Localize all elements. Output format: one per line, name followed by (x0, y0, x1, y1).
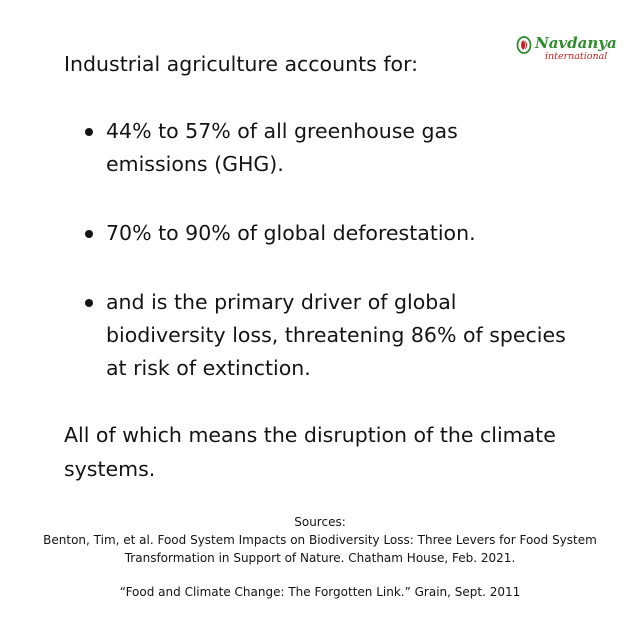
list-item-line: and is the primary driver of global (106, 290, 457, 314)
bullet-dot-icon (85, 128, 93, 136)
list-item-line: emissions (GHG). (106, 152, 284, 176)
statistics-list (82, 115, 566, 385)
list-item (82, 217, 566, 250)
navdanya-logo (515, 32, 615, 64)
list-item (82, 286, 566, 385)
citation-line: Benton, Tim, et al. Food System Impacts on Biodiversity Loss: Three Levers for Food System (43, 533, 597, 547)
bullet-dot-icon (85, 299, 93, 307)
citation-line: Transformation in Support of Nature. Chatham House, Feb. 2021. (124, 551, 516, 565)
bullet-dot-icon (85, 230, 93, 238)
list-item-line: 70% to 90% of global deforestation. (106, 221, 476, 245)
logo-subtitle: international (545, 51, 608, 62)
intro-heading: Industrial agriculture accounts for: (64, 52, 419, 76)
seed-logo-icon (515, 34, 537, 56)
list-item-line: 44% to 57% of all greenhouse gas (106, 119, 458, 143)
conclusion-line: systems. (64, 457, 156, 481)
list-item-line: biodiversity loss, threatening 86% of species (106, 323, 566, 347)
spacer (0, 567, 640, 583)
logo-name: Navdanya (535, 34, 617, 52)
citation-line: “Food and Climate Change: The Forgotten Link.” Grain, Sept. 2011 (119, 585, 521, 599)
sources-block (0, 513, 640, 601)
sources-heading: Sources: (294, 515, 346, 529)
list-item-line: at risk of extinction. (106, 356, 311, 380)
conclusion-text (64, 418, 556, 486)
list-item (82, 115, 566, 181)
conclusion-line: All of which means the disruption of the climate (64, 423, 556, 447)
